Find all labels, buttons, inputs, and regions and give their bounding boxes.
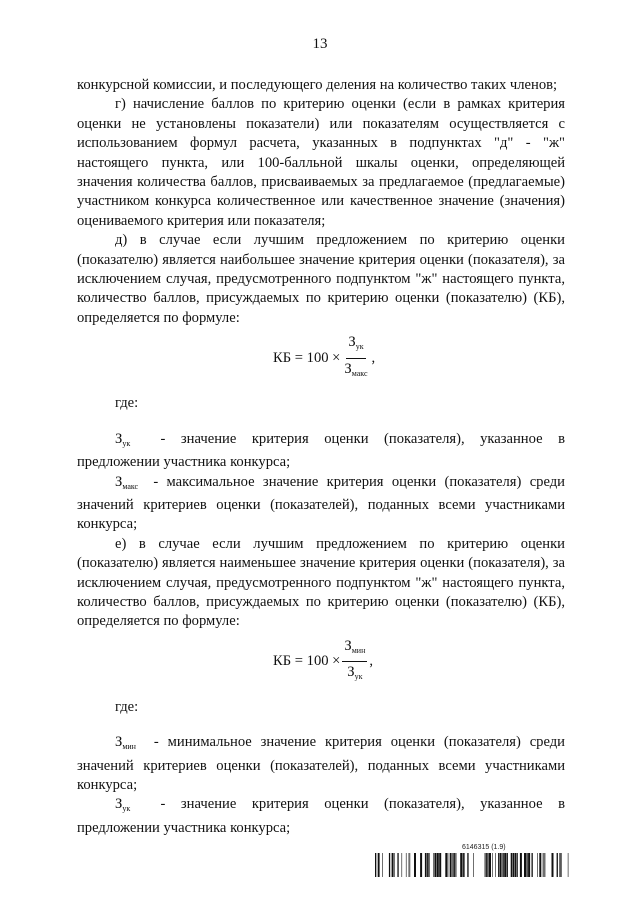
definition-z-uk-text-2: - значение критерия оценки (показателя), указанное в предложении участника конкурса;: [77, 796, 565, 836]
barcode-bar: [397, 853, 398, 877]
barcode-bar: [427, 853, 428, 877]
barcode-bar: [437, 853, 439, 877]
barcode-bar: [425, 853, 426, 877]
definition-z-uk-text-1: - значение критерия оценки (показателя), указанное в предложении участника конкурса;: [77, 430, 565, 471]
formula-max-fraction: [342, 333, 369, 383]
barcode-bar: [467, 853, 468, 877]
definition-z-maks-text: - максимальное значение критерия оценки (показателя) среди значений критериев оценки (показателей), поданных всеми участниками конкурса;: [77, 473, 565, 533]
barcode-bar: [445, 853, 447, 877]
barcode-bar: [394, 853, 395, 877]
barcode-bar: [460, 853, 462, 877]
barcode-bar: [552, 853, 554, 877]
formula-max-lhs: КБ = 100 ×: [273, 349, 341, 366]
formula-max-tail: ,: [371, 349, 376, 366]
barcode-image: [375, 853, 573, 877]
barcode-bar: [452, 853, 453, 877]
barcode-bar: [434, 853, 436, 877]
barcode-bar: [557, 853, 558, 877]
barcode-bar: [414, 853, 416, 877]
barcode-bar: [382, 853, 383, 877]
barcode-bar: [420, 853, 422, 877]
barcode-bar: [526, 853, 527, 877]
barcode-bar: [451, 853, 452, 877]
barcode-bar: [464, 853, 465, 877]
barcode-bar: [489, 853, 491, 877]
formula-min-fraction: [342, 637, 367, 687]
barcode-bar: [537, 853, 538, 877]
barcode-bar: [375, 853, 376, 877]
barcode-bar: [544, 853, 545, 877]
barcode-bar: [402, 853, 403, 877]
barcode-bar: [456, 853, 457, 877]
where-label-2: где:: [115, 698, 139, 715]
paragraph-e: е) в случае если лучшим предложением по критерию оценки (показателю) является наименьшее значение критерия оценки (показателя), за исключением случая, предусмотренного подпунктом "ж" настоящего пункта, количество баллов, присуждаемых по критерию оценки (показателю) (КБ), определяется по формуле:: [77, 535, 565, 630]
barcode-bar: [528, 853, 530, 877]
barcode-bar: [486, 853, 487, 877]
barcode-bar: [512, 853, 514, 877]
definition-z-min: [77, 733, 565, 795]
definition-z-min-text: - минимальное значение критерия оценки (показателя) среди значений критериев оценки (показателей), поданных всеми участниками конкурса;: [77, 734, 565, 793]
barcode-bar: [515, 853, 516, 877]
symbol-z-maks: $З_{макс}$: [115, 473, 139, 491]
barcode-bar: [559, 853, 560, 877]
formula-min-expression: [273, 637, 374, 684]
formula-min-numerator: $З_{мин}$: [342, 637, 367, 662]
paragraph-g: г) начисление баллов по критерию оценки (если в рамках критерия оценки не установлены показатели) или показателям осуществляется с использованием формул расчета, указанных в подпунктах "д" - "ж" настоящего пункта, или 100-балльной шкалы оценки, определяющей значения количества баллов, присваиваемых за предлагаемое (предлагаемые) участником конкурса количественное или качественное значение (значения) оцениваемого критерия или показателя;: [77, 96, 565, 229]
definition-z-uk-1: [77, 430, 565, 473]
barcode-bar: [463, 853, 464, 877]
barcode-bar: [492, 853, 493, 877]
barcode-bar: [495, 853, 496, 877]
barcode-bar: [500, 853, 501, 877]
formula-min-lhs: КБ = 100 ×: [273, 653, 341, 670]
formula-max-expression: [273, 336, 375, 380]
barcode-bar: [409, 853, 410, 877]
barcode-bar: [511, 853, 512, 877]
barcode-bar: [520, 853, 522, 877]
paragraph-d: д) в случае если лучшим предложением по критерию оценки (показателю) является наибольшее значение критерия оценки (показателя), за исключением случая, предусмотренного подпунктом "ж" настоящего пункта, количество баллов, присуждаемых по критерию оценки (показателю) (КБ), определяется по формуле:: [77, 232, 565, 326]
barcode-bar: [487, 853, 488, 877]
document-body: [77, 76, 565, 838]
page-number: 13: [312, 36, 328, 52]
formula-min-tail: ,: [369, 653, 374, 670]
barcode-bar: [406, 853, 407, 877]
formula-min-denominator: $З_{ук}$: [347, 664, 363, 682]
barcode-bar: [448, 853, 449, 877]
barcode-bar: [379, 853, 380, 877]
paragraph-continuation: конкурсной комиссии, и последующего деления на количество таких членов;: [77, 77, 558, 93]
barcode-bar: [378, 853, 379, 877]
document-code: 6146315 (1.9): [462, 844, 506, 851]
barcode-bar: [568, 853, 569, 877]
symbol-z-uk: $З_{ук}$: [115, 430, 131, 448]
barcode-bar: [392, 853, 394, 877]
barcode-bar: [524, 853, 526, 877]
barcode-bar: [503, 853, 504, 877]
barcode-bar: [485, 853, 486, 877]
formula-max-denominator: $З_{макс}$: [344, 360, 368, 378]
barcode-bar: [473, 853, 474, 877]
barcode-bar: [428, 853, 429, 877]
barcode-bar: [498, 853, 499, 877]
barcode-bar: [433, 853, 434, 877]
barcode-bar: [545, 853, 546, 877]
barcode-bar: [389, 853, 390, 877]
barcode-bar: [517, 853, 518, 877]
formula-max: [77, 332, 565, 388]
definition-z-maks: [77, 473, 565, 535]
barcode-bar: [454, 853, 455, 877]
barcode-bar: [507, 853, 508, 877]
symbol-z-min: $З_{мин}$: [115, 734, 136, 752]
formula-min: [77, 636, 565, 692]
barcode-bar: [410, 853, 411, 877]
barcode-bar: [543, 853, 544, 877]
barcode-bar: [560, 853, 561, 877]
symbol-z-uk-2: $З_{ук}$: [115, 796, 131, 814]
barcode-bar: [439, 853, 441, 877]
definition-z-uk-2: [77, 795, 565, 838]
barcode-bar: [532, 853, 533, 877]
barcode-bar: [502, 853, 503, 877]
barcode-bar: [450, 853, 451, 877]
barcode-bar: [504, 853, 506, 877]
barcode-bar: [539, 853, 541, 877]
formula-max-numerator: $З_{ук}$: [346, 333, 365, 358]
where-label-1: где:: [115, 395, 139, 412]
